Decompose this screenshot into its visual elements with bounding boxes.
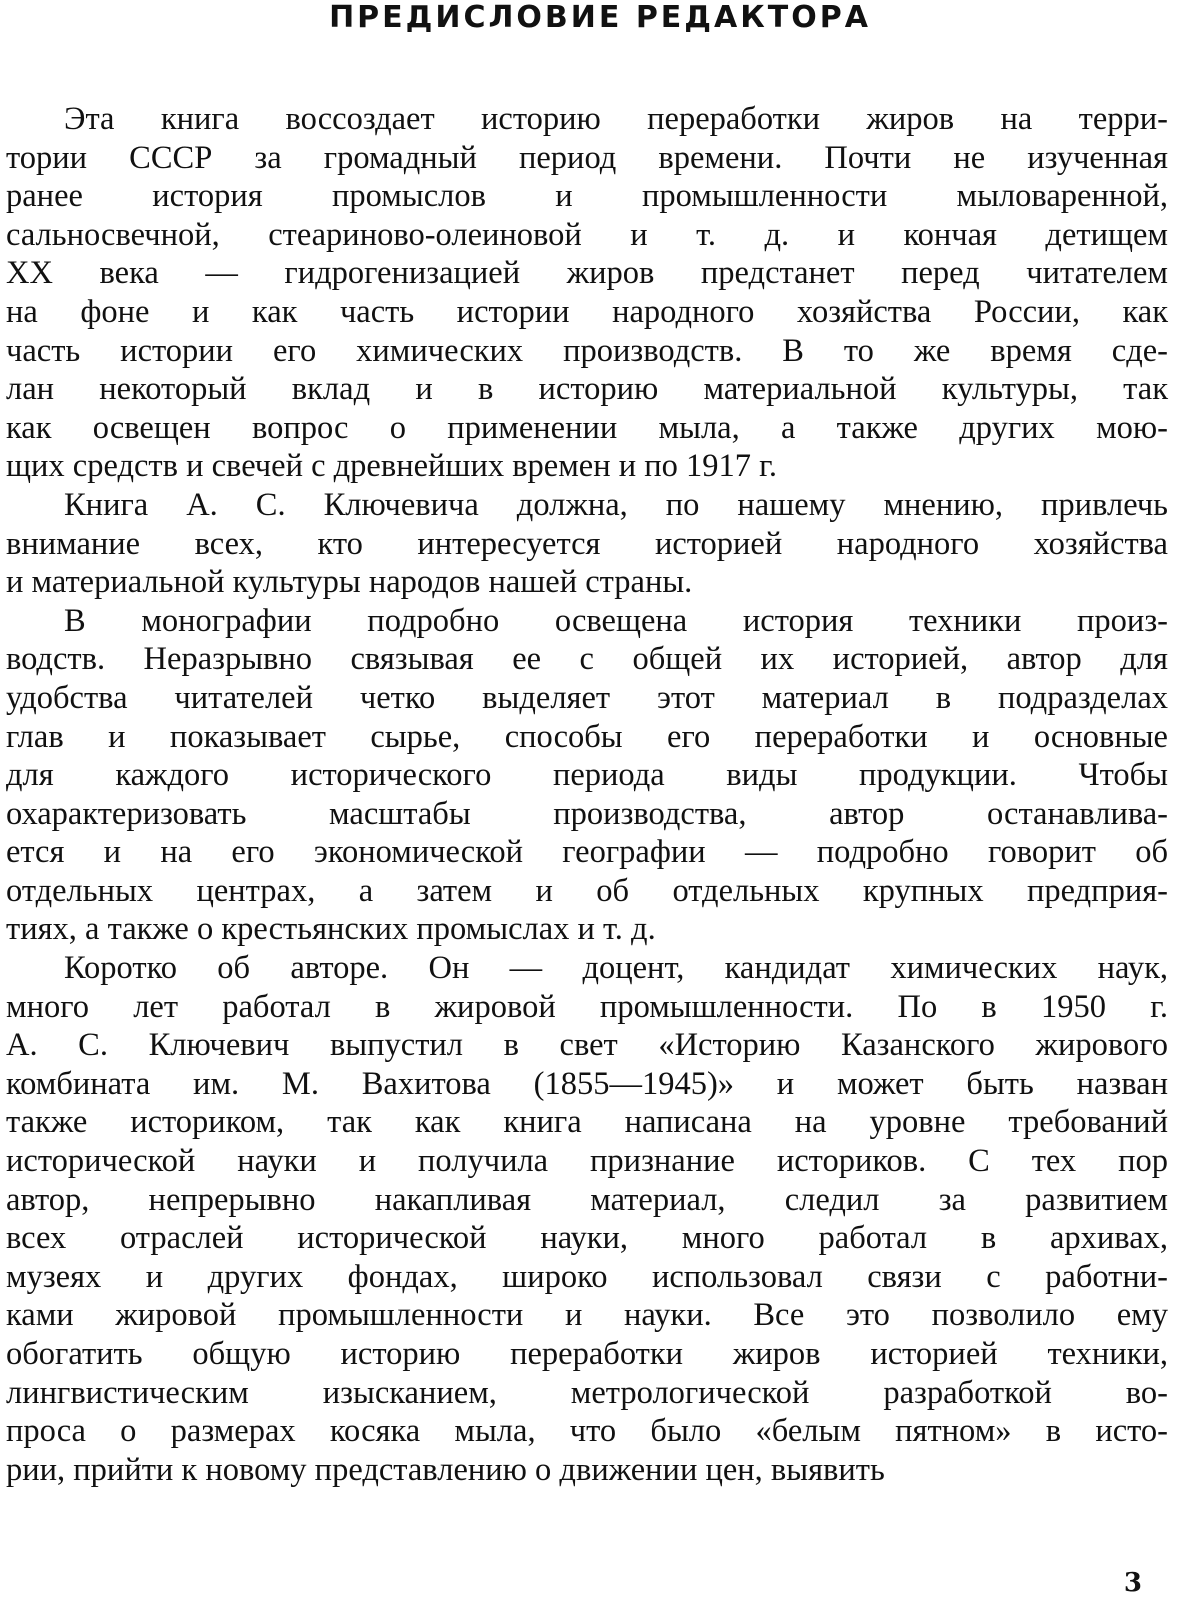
text-line: охарактеризовать масштабы производства, автор останавлива- xyxy=(6,795,1168,832)
text-line: для каждого исторического периода виды продукции. Чтобы xyxy=(6,757,1168,794)
paragraph xyxy=(6,486,1168,602)
text-line: удобства читателей четко выделяет этот материал в подразделах xyxy=(6,679,1168,716)
text-line: тории СССР за громадный период времени. Почти не изученная xyxy=(6,139,1168,176)
text-line: лан некоторый вклад и в историю материальной культуры, так xyxy=(6,371,1168,408)
text-line: часть истории его химических производств. В то же время сде- xyxy=(6,332,1168,369)
text-line: XX века — гидрогенизацией жиров предстанет перед читателем xyxy=(6,255,1168,292)
text-line: Коротко об авторе. Он — доцент, кандидат химических наук, xyxy=(64,950,1168,987)
text-line: автор, непрерывно накапливая материал, следил за развитием xyxy=(6,1181,1168,1218)
text-line: много лет работал в жировой промышленности. По в 1950 г. xyxy=(6,988,1168,1025)
page-title: ПРЕДИСЛОВИЕ РЕДАКТОРА xyxy=(329,0,871,35)
text-line: также историком, так как книга написана на уровне требований xyxy=(6,1104,1168,1141)
text-line: сальносвечной, стеариново-олеиновой и т. д. и кончая детищем xyxy=(6,216,1168,253)
text-line: глав и показывает сырье, способы его переработки и основные xyxy=(6,718,1168,755)
text-line: музеях и других фондах, широко использовал связи с работни- xyxy=(6,1258,1168,1295)
text-line: обогатить общую историю переработки жиров историей техники, xyxy=(6,1336,1168,1372)
text-line: комбината им. М. Вахитова (1855—1945)» и может быть назван xyxy=(6,1065,1168,1102)
text-line: на фоне и как часть истории народного хозяйства России, как xyxy=(6,293,1168,330)
text-line: водств. Неразрывно связывая ее с общей их историей, автор для xyxy=(6,641,1168,678)
text-line: как освещен вопрос о применении мыла, а также других мою- xyxy=(6,409,1168,446)
text-line: ется и на его экономической географии — подробно говорит об xyxy=(6,834,1168,871)
text-line: и материальной культуры народов нашей страны. xyxy=(6,564,693,601)
text-line: Эта книга воссоздает историю переработки жиров на терри- xyxy=(64,101,1168,137)
text-line: отдельных центрах, а затем и об отдельных крупных предприя- xyxy=(6,872,1168,909)
text-line: ранее история промыслов и промышленности мыловаренной, xyxy=(6,178,1168,215)
page-number: 3 xyxy=(1123,1568,1142,1598)
text-line: исторической науки и получила признание историков. С тех пор xyxy=(6,1143,1168,1180)
paragraph xyxy=(6,949,1168,1489)
paragraph xyxy=(6,602,1168,949)
text-line: тиях, а также о крестьянских промыслах и т. д. xyxy=(6,911,656,948)
document-body xyxy=(6,100,1168,1489)
text-line: рии, прийти к новому представлению о движении цен, выявить xyxy=(6,1451,885,1488)
text-line: лингвистическим изысканием, метрологической разработкой во- xyxy=(6,1374,1168,1411)
text-line: всех отраслей исторической науки, много работал в архивах, xyxy=(6,1220,1168,1257)
text-line: внимание всех, кто интересуется историей народного хозяйства xyxy=(6,525,1168,562)
paragraph xyxy=(6,100,1168,486)
text-line: В монографии подробно освещена история техники произ- xyxy=(64,602,1168,639)
text-line: ками жировой промышленности и науки. Все это позволило ему xyxy=(6,1297,1168,1334)
text-line: А. С. Ключевич выпустил в свет «Историю Казанского жирового xyxy=(6,1027,1168,1064)
text-line: щих средств и свечей с древнейших времен и по 1917 г. xyxy=(6,448,777,485)
text-line: проса о размерах косяка мыла, что было «белым пятном» в исто- xyxy=(6,1413,1168,1450)
text-line: Книга А. С. Ключевича должна, по нашему мнению, привлечь xyxy=(64,486,1168,523)
